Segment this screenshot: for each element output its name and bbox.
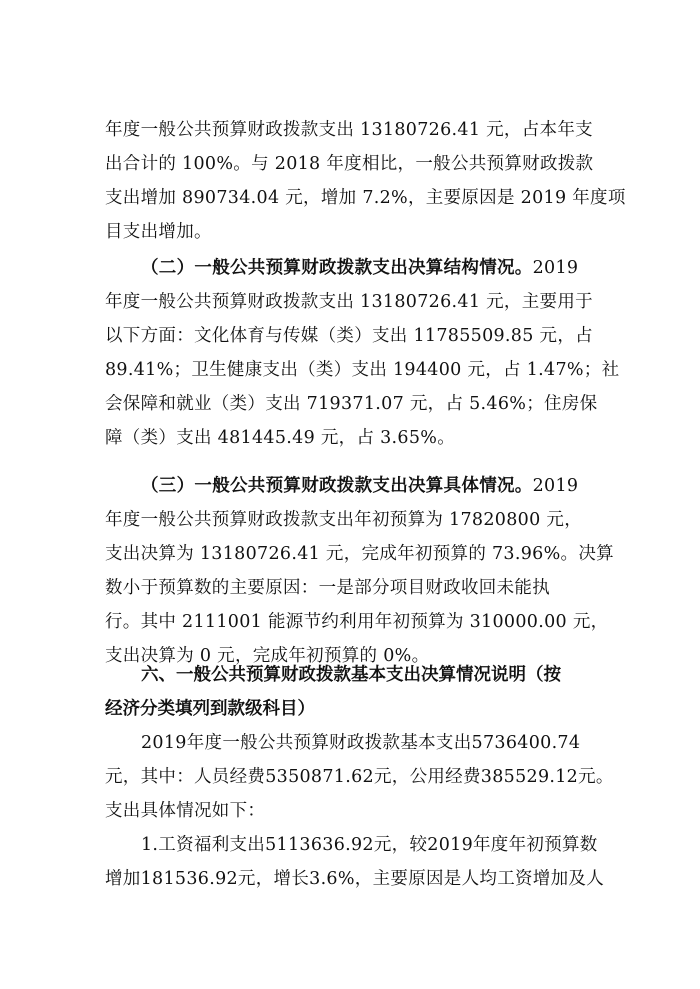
- text-line: 支出增加 890734.04 元，增加 7.2%，主要原因是 2019 年度项: [105, 188, 626, 208]
- text-line: 数小于预算数的主要原因：一是部分项目财政收回未能执: [105, 578, 550, 598]
- text-line: 89.41%；卫生健康支出（类）支出 194400 元，占 1.47%；社: [105, 360, 620, 380]
- paragraph-expenditure-structure: [105, 251, 620, 455]
- text-line: 1.工资福利支出5113636.92元，较2019年度年初预算数: [141, 835, 598, 855]
- text-line: 支出具体情况如下：: [105, 801, 266, 821]
- text-line: 支出决算为 13180726.41 元，完成年初预算的 73.96%。决算: [105, 544, 614, 564]
- subsection-heading: （二）一般公共预算财政拨款支出决算结构情况。: [141, 258, 533, 278]
- text-line: [105, 469, 599, 503]
- section-title-line: 六、一般公共预算财政拨款基本支出决算情况说明（按: [141, 665, 561, 685]
- text-fragment: 2019: [532, 258, 579, 278]
- text-line: 元，其中：人员经费5350871.62元，公用经费385529.12元。: [105, 767, 614, 787]
- text-line: 支出决算为 0 元，完成年初预算的 0%。: [105, 646, 430, 666]
- text-line: 行。其中 2111001 能源节约利用年初预算为 310000.00 元，: [105, 612, 609, 632]
- text-line: 年度一般公共预算财政拨款支出 13180726.41 元，主要用于: [105, 292, 593, 312]
- paragraph-expenditure-comparison: [105, 113, 626, 249]
- text-line: 2019年度一般公共预算财政拨款基本支出5736400.74: [141, 733, 581, 753]
- text-line: 出合计的 100%。与 2018 年度相比，一般公共预算财政拨款: [105, 154, 594, 174]
- text-line: 目支出增加。: [105, 222, 212, 242]
- paragraph-expenditure-details: [105, 469, 614, 673]
- paragraph-basic-expenditure: [105, 726, 614, 828]
- section-heading: [105, 658, 599, 726]
- text-line: 年度一般公共预算财政拨款支出 13180726.41 元，占本年支: [105, 120, 593, 140]
- text-line: 以下方面：文化体育与传媒（类）支出 11785509.85 元，占: [105, 326, 593, 346]
- text-line: [105, 251, 599, 285]
- subsection-heading: （三）一般公共预算财政拨款支出决算具体情况。: [141, 476, 533, 496]
- text-line: 增加181536.92元，增长3.6%，主要原因是人均工资增加及人: [105, 869, 604, 889]
- text-fragment: 2019: [532, 476, 579, 496]
- text-line: 会保障和就业（类）支出 719371.07 元，占 5.46%；住房保: [105, 394, 598, 414]
- text-line: 障（类）支出 481445.49 元，占 3.65%。: [105, 428, 456, 448]
- paragraph-salary-welfare: [105, 828, 604, 896]
- section-title-line: 经济分类填列到款级科目）: [105, 699, 315, 719]
- text-line: 年度一般公共预算财政拨款支出年初预算为 17820800 元，: [105, 510, 582, 530]
